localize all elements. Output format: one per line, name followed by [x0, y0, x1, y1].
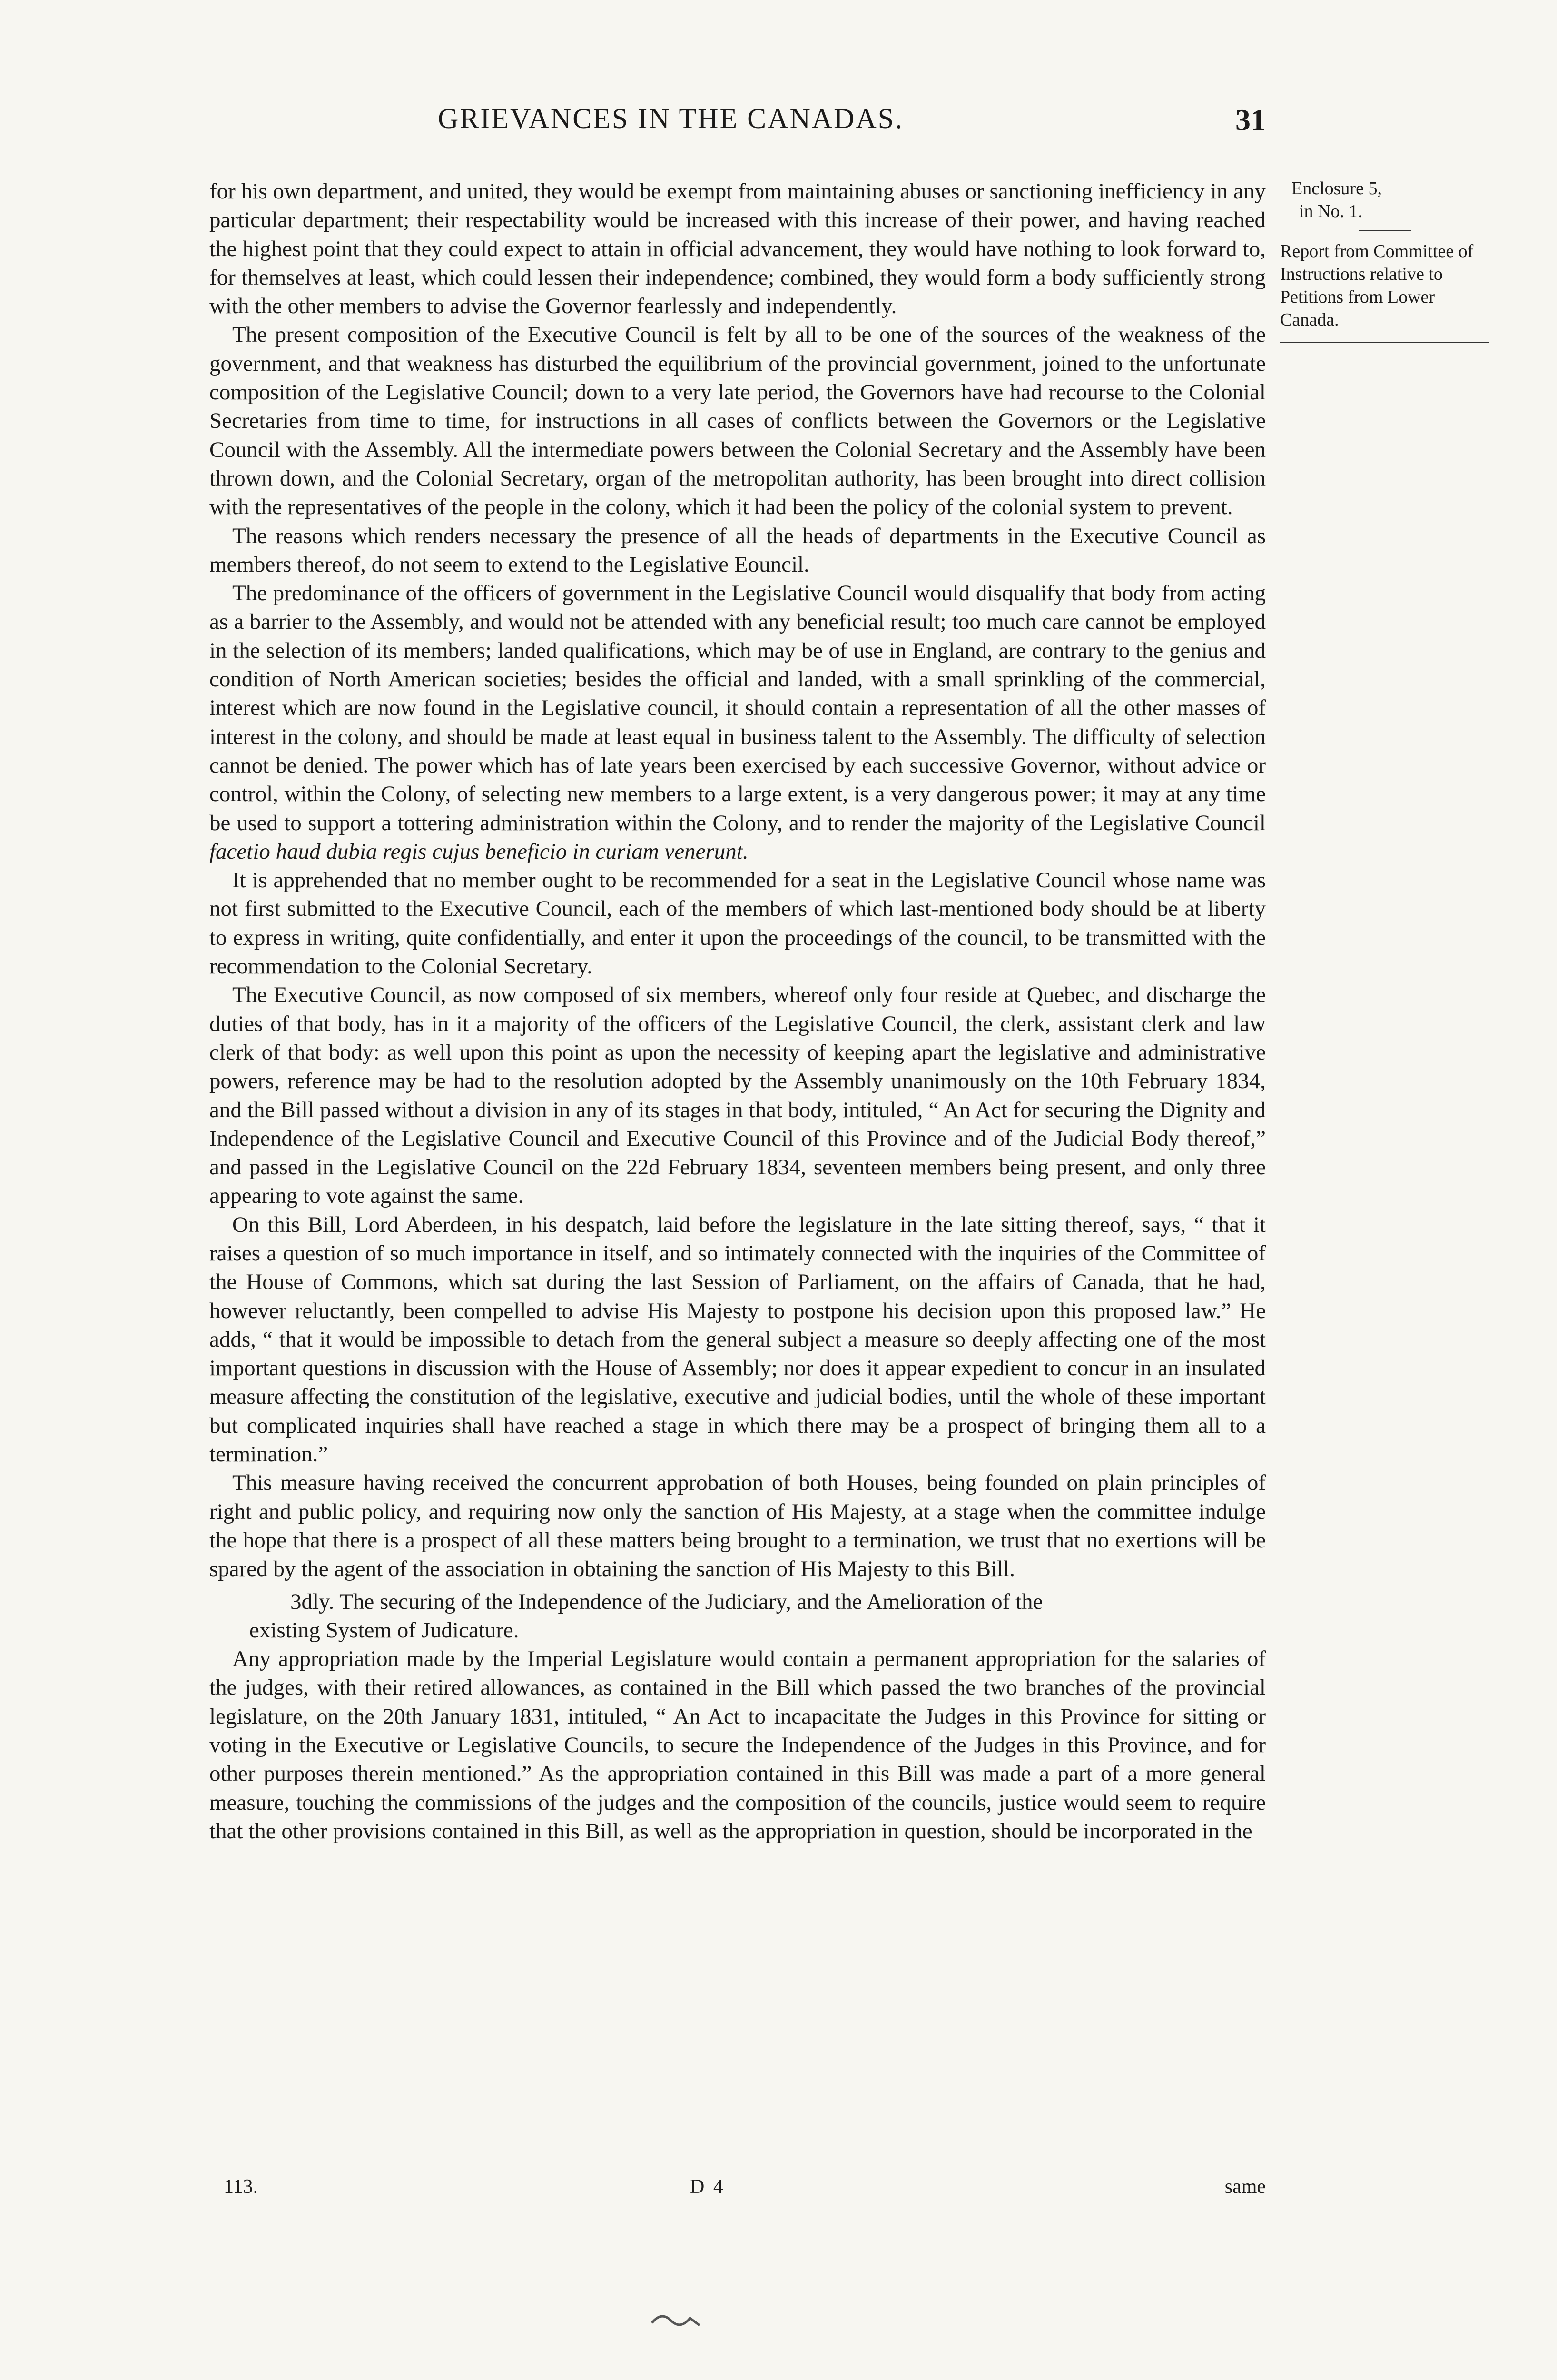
paragraph: It is apprehended that no member ought to be recommended for a seat in the Legislative Council whose name was not first submitted to the Executive Council, each of the members of which last-mentioned body should be at liberty to express in writing, quite confidentially, and enter it upon the proceedings of the council, to be transmitted with the recommendation to the Colonial Secretary. — [209, 868, 1266, 979]
paragraph-with-quote — [209, 579, 1266, 866]
paragraph: for his own department, and united, they would be exempt from maintaining abuses or sanctioning inefficiency in any particular department; their respectability would be increased with this increase of their power, and having reached the highest point that they could expect to attain in official advancement, they would have nothing to look forward to, for themselves at least, which could lessen their independence; combined, they would form a body sufficiently strong with the other members to advise the Governor fearlessly and independently. — [209, 179, 1266, 319]
paragraph: The present composition of the Executive Council is felt by all to be one of the sources of the weakness of the government, and that weakness has disturbed the equilibrium of the provincial government, joined to the unfortunate composition of the Legislative Council; down to a very late period, the Governors have had recourse to the Colonial Secretaries from time to time, for instructions in all cases of conflicts between the Governors or the Legislative Council with the Assembly. All the intermediate powers between the Colonial Secretary and the Assembly have been thrown down, and the Colonial Secretary, organ of the metropolitan authority, has been brought into direct collision with the representatives of the people in the colony, which it had been the policy of the colonial system to prevent. — [209, 322, 1266, 520]
margin-note-report: Report from Committee of Instructions relative to Petitions from Lower Canada. — [1280, 241, 1474, 330]
margin-note-number: in No. 1. — [1299, 201, 1362, 221]
section-heading-line: existing System of Judicature. — [249, 1617, 519, 1643]
paragraph: The Executive Council, as now composed of six members, whereof only four reside at Quebec, and discharge the duties of that body, has in it a majority of the officers of the Legislative Council, the clerk, assistant clerk and law clerk of that body: as well upon this point as upon the necessity of keeping apart the legislative and administrative powers, reference may be had to the resolution adopted by the Assembly unanimously on the 10th February 1834, and the Bill passed without a division in any of its stages in that body, intituled, “ An Act for securing the Dignity and Independence of the Legislative Council and Executive Council of this Province and of the Judicial Body thereof,” and passed in the Legislative Council on the 22d February 1834, seventeen members being present, and only three appearing to vote against the same. — [209, 982, 1266, 1209]
paragraph: Any appropriation made by the Imperial Legislature would contain a permanent appropriation for the salaries of the judges, with their retired allowances, as contained in the Bill which passed the two branches of the provincial legislature, on the 20th January 1831, intituled, “ An Act to incapacitate the Judges in this Province for sitting or voting in the Executive or Legislative Councils, to secure the Independence of the Judges in this Province, and for other purposes therein mentioned.” As the appropriation contained in this Bill was made a part of a more general measure, touching the commissions of the judges and the composition of the councils, justice would seem to require that the other provisions contained in this Bill, as well as the appropriation in question, should be incorporated in the — [209, 1646, 1266, 1844]
paragraph: This measure having received the concurrent approbation of both Houses, being founded on plain principles of right and public policy, and requiring now only the sanction of His Majesty, at a stage when the committee indulge the hope that there is a prospect of all these matters being brought to a termination, we trust that no exertions will be spared by the agent of the association in obtaining the sanction of His Majesty to this Bill. — [209, 1470, 1266, 1582]
section-heading — [209, 1587, 1266, 1645]
signature-mark: D 4 — [690, 2176, 725, 2198]
paragraph: The reasons which renders necessary the presence of all the heads of departments in the Executive Council as members thereof, do not seem to extend to the Legislative Eouncil. — [209, 523, 1266, 577]
running-title: GRIEVANCES IN THE CANADAS. — [438, 103, 904, 134]
margin-note-enclosure: Enclosure 5, — [1291, 178, 1382, 198]
smudge-mark — [647, 2309, 704, 2338]
margin-rule — [1280, 342, 1489, 343]
catchword: same — [1224, 2176, 1266, 2198]
signature-number: 113. — [224, 2176, 258, 2198]
body-text — [209, 177, 1266, 1845]
page-footer — [209, 2175, 1266, 2204]
page-header — [209, 102, 1266, 145]
latin-quote: facetio haud dubia regis cujus beneficio in curiam venerunt. — [209, 839, 749, 864]
page-number: 31 — [1235, 103, 1266, 137]
margin-note — [1280, 177, 1489, 353]
section-heading-line: 3dly. The securing of the Independence of the Judiciary, and the Amelioration of the — [290, 1589, 1043, 1614]
smudge-icon — [647, 2309, 704, 2332]
margin-rule-short — [1359, 230, 1411, 231]
paragraph: On this Bill, Lord Aberdeen, in his despatch, laid before the legislature in the late sitting thereof, says, “ that it raises a question of so much importance in itself, and so intimately connected with the inquiries of the Committee of the House of Commons, which sat during the last Session of Parliament, on the affairs of Canada, that he had, however reluctantly, been compelled to advise His Majesty to postpone his decision upon this proposed law.” He adds, “ that it would be impossible to detach from the general subject a measure so deeply affecting one of the most important questions in discussion with the House of Assembly; nor does it appear expedient to concur in an insulated measure affecting the constitution of the legislative, executive and judicial bodies, until the whole of these important but complicated inquiries shall have reached a stage in which there may be a prospect of bringing them all to a termination.” — [209, 1212, 1266, 1467]
paragraph-text: The predominance of the officers of government in the Legislative Council would disqualify that body from acting as a barrier to the Assembly, and would not be attended with any beneficial result; too much care cannot be employed in the selection of its members; landed qualifications, which may be of use in England, are contrary to the genius and condition of North American societies; besides the official and landed, with a small sprinkling of the commercial, interest which are now found in the Legislative council, it should contain a representation of all the other masses of interest in the colony, and should be made at least equal in business talent to the Assembly. The difficulty of selection cannot be denied. The power which has of late years been exercised by each successive Governor, without advice or control, within the Colony, of selecting new members to a large extent, is a very dangerous power; it may at any time be used to support a tottering administration within the Colony, and to render the majority of the Legislative Council — [209, 581, 1266, 835]
